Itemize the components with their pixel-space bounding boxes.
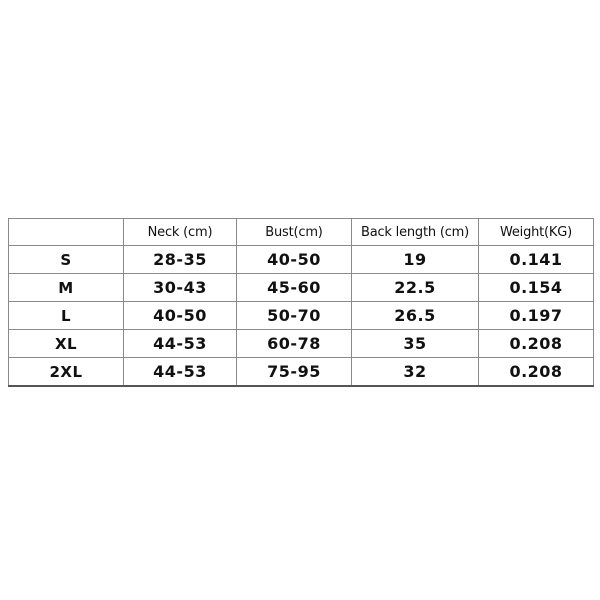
weight-cell: 0.154: [479, 274, 594, 302]
bust-cell: 50-70: [237, 302, 352, 330]
size-cell: 2XL: [9, 358, 124, 387]
table-row: [9, 358, 594, 387]
table-body: [9, 246, 594, 387]
back-length-cell: 35: [352, 330, 479, 358]
weight-cell: 0.197: [479, 302, 594, 330]
neck-cell: 40-50: [124, 302, 237, 330]
header-bust: Bust(cm): [237, 219, 352, 246]
bust-cell: 45-60: [237, 274, 352, 302]
weight-cell: 0.141: [479, 246, 594, 274]
table-row: [9, 246, 594, 274]
table-row: [9, 330, 594, 358]
weight-cell: 0.208: [479, 330, 594, 358]
neck-cell: 44-53: [124, 358, 237, 387]
size-chart-table: [8, 218, 594, 387]
weight-cell: 0.208: [479, 358, 594, 387]
back-length-cell: 32: [352, 358, 479, 387]
size-cell: S: [9, 246, 124, 274]
bust-cell: 40-50: [237, 246, 352, 274]
header-size: [9, 219, 124, 246]
table-row: [9, 302, 594, 330]
bust-cell: 75-95: [237, 358, 352, 387]
header-back-length: Back length (cm): [352, 219, 479, 246]
header-neck: Neck (cm): [124, 219, 237, 246]
neck-cell: 44-53: [124, 330, 237, 358]
neck-cell: 30-43: [124, 274, 237, 302]
table-row: [9, 274, 594, 302]
back-length-cell: 22.5: [352, 274, 479, 302]
size-cell: L: [9, 302, 124, 330]
back-length-cell: 26.5: [352, 302, 479, 330]
header-row: [9, 219, 594, 246]
table-header: [9, 219, 594, 246]
back-length-cell: 19: [352, 246, 479, 274]
neck-cell: 28-35: [124, 246, 237, 274]
size-cell: M: [9, 274, 124, 302]
bust-cell: 60-78: [237, 330, 352, 358]
size-cell: XL: [9, 330, 124, 358]
header-weight: Weight(KG): [479, 219, 594, 246]
